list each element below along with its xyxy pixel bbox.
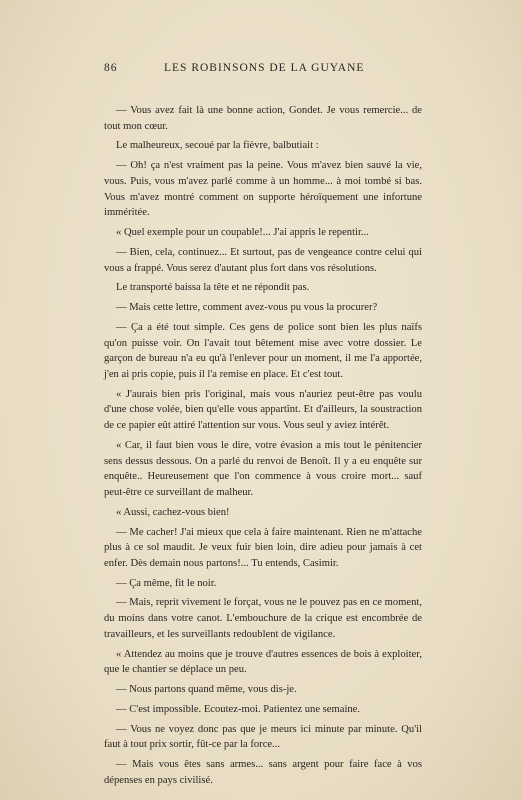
paragraph: — Mais, reprit vivement le forçat, vous ne le pouvez pas en ce moment, du moins dans votre canot. L'embouchure de la crique est encombrée de travailleurs, et les surveillants redoublent de vigilance. xyxy=(104,597,422,640)
page-number: 86 xyxy=(104,62,118,74)
paragraph: — Mais vous êtes sans armes... sans argent pour faire face à vos dépenses en pays civilisé. xyxy=(104,759,422,786)
paragraph: — Nous partons quand même, vous dis-je. xyxy=(116,684,297,696)
paragraph: « Aussi, cachez-vous bien! xyxy=(116,506,230,518)
paragraph: — Ça a été tout simple. Ces gens de police sont bien les plus naïfs qu'on puisse voir. On l'avait tout bêtement mise avec votre dossier. Le garçon de bureau n'a eu qu'à l'enlever pour un moment, il me l'a apportée, j'en ai pris copie, puis il l'a remise en place. Et c'est tout. xyxy=(104,322,422,380)
body-text xyxy=(104,103,422,793)
paragraph: « Attendez au moins que je trouve d'autres essences de bois à exploiter, que le chantier se déplace un peu. xyxy=(104,648,422,676)
paragraph: Le transporté baissa la tête et ne répondit pas. xyxy=(116,282,310,294)
paragraph: « J'aurais bien pris l'original, mais vous n'auriez peut-être pas voulu d'une chose volée, bien qu'elle vous appartînt. Et d'ailleurs, la soustraction de ce papier eût attiré l'attention sur vous. Vous seul y aviez intérêt. xyxy=(104,388,422,432)
paragraph: — C'est impossible. Ecoutez-moi. Patientez une semaine. xyxy=(116,703,361,715)
paragraph: — Me cacher! J'ai mieux que cela à faire maintenant. Rien ne m'attache plus à ce sol maudit. Je veux fuir bien loin, dire adieu pour jamais à cet enfer. Dès demain nous partons!... Tu entends, Casimir. xyxy=(104,526,422,569)
paragraph: Le malheureux, secoué par la fièvre, balbutiait : xyxy=(116,140,319,152)
paragraph: — Bien, cela, continuez... Et surtout, pas de vengeance contre celui qui vous a frappé. Vous serez d'autant plus fort dans vos résolutions. xyxy=(104,246,422,274)
paragraph: — Mais cette lettre, comment avez-vous pu vous la procurer? xyxy=(116,302,378,314)
paragraph: — Ça même, fit le noir. xyxy=(116,577,217,589)
paragraph: — Oh! ça n'est vraiment pas la peine. Vous m'avez bien sauvé la vie, vous. Puis, vous m'avez parlé comme à un homme... à moi tombé si bas. Vous m'avez montré comment on supporte héroïquement une infortune imméritée. xyxy=(104,160,422,219)
running-title: LES ROBINSONS DE LA GUYANE xyxy=(164,62,365,74)
paragraph: — Vous avez fait là une bonne action, Gondet. Je vous remercie... de tout mon cœur. xyxy=(104,105,422,132)
paragraph: « Quel exemple pour un coupable!... J'ai appris le repentir... xyxy=(116,227,369,239)
paragraph: « Car, il faut bien vous le dire, votre évasion a mis tout le pénitencier sens dessus dessous. On a parlé du renvoi de Benoît. Il y a eu enquête sur enquête.. Heureusement que l'on commence à vous croire mort... sauf peut-être ce surveillant de malheur. xyxy=(104,439,422,498)
paragraph: — Vous ne voyez donc pas que je meurs ici minute par minute. Qu'il faut à tout prix sortir, fût-ce par la force... xyxy=(104,723,422,751)
